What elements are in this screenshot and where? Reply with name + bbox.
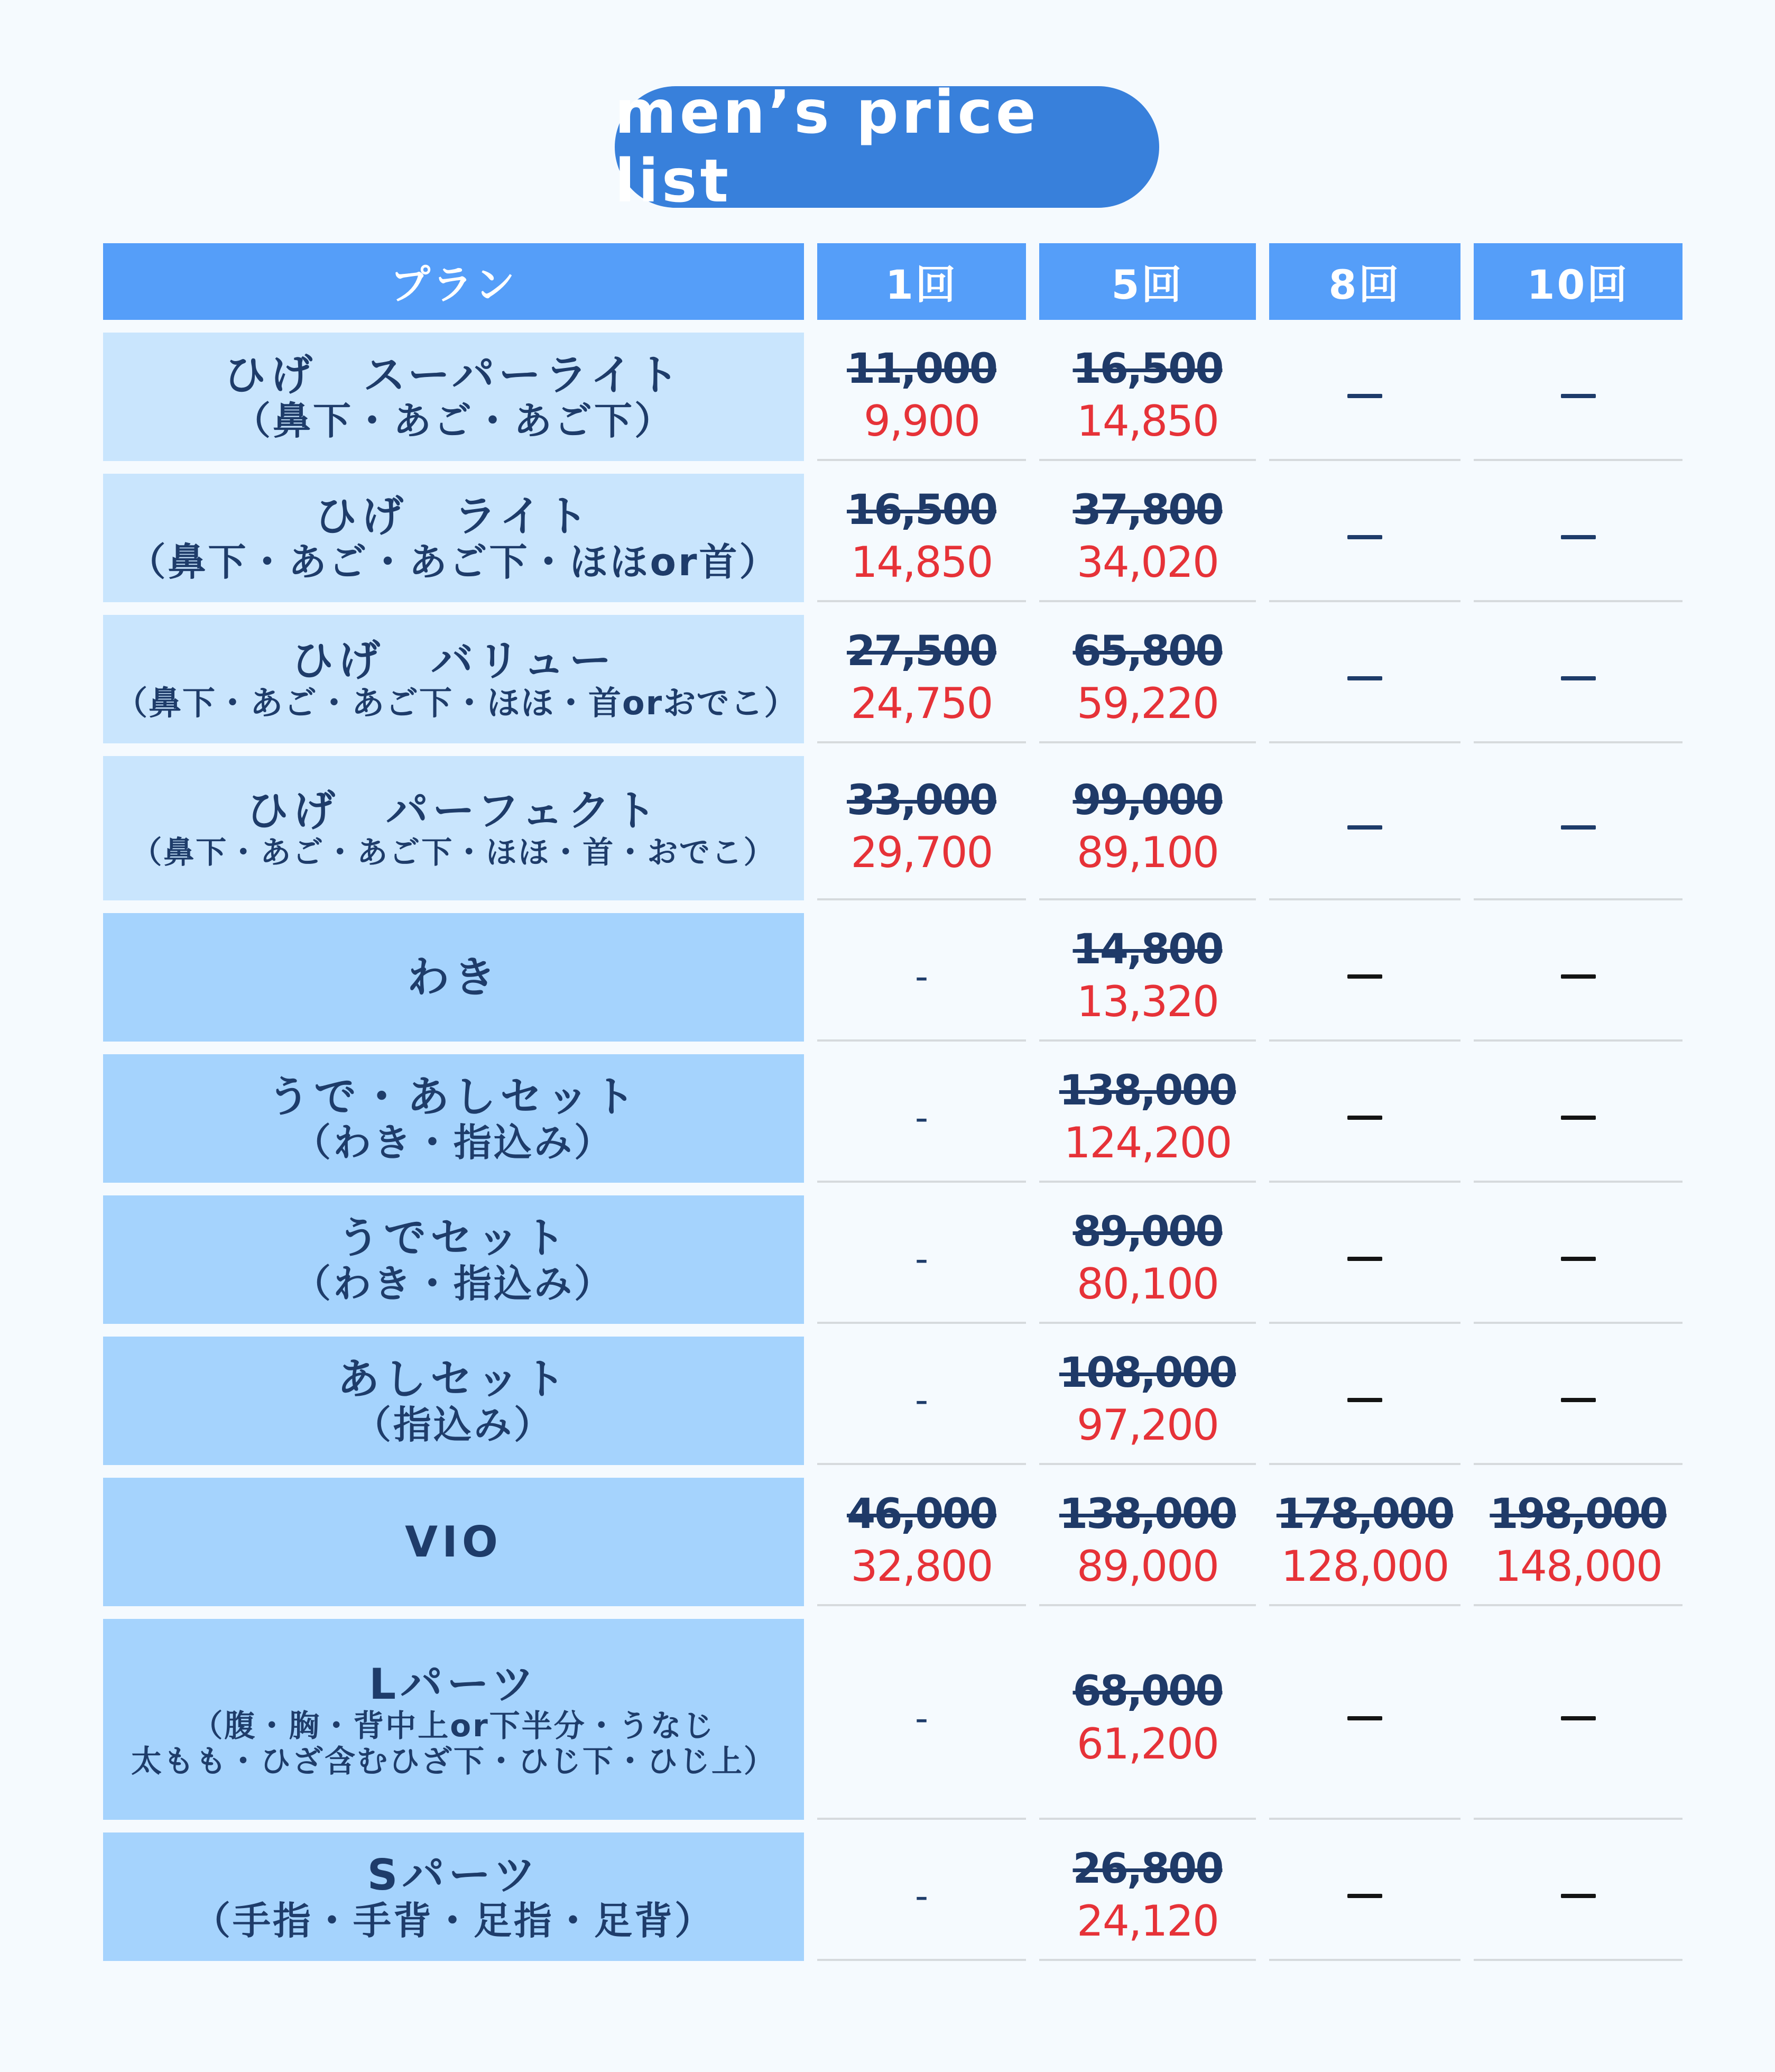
plan-cell [103,615,804,743]
plan-name: あしセット [337,1354,570,1404]
price-8x [1269,1337,1460,1465]
price-5x [1039,1054,1256,1183]
plan-name: Sパーツ [367,1850,540,1900]
plan-parts: （指込み） [353,1403,554,1448]
price-5x [1039,1195,1256,1324]
price-5x [1039,333,1256,461]
regular-price: 108,000 [1059,1349,1236,1397]
sale-price: 61,200 [1077,1719,1218,1769]
price-1x [817,1337,1026,1465]
price-8x [1269,756,1460,900]
regular-price: 14,800 [1073,925,1223,973]
price-5x [1039,913,1256,1042]
price-1x [817,1195,1026,1324]
regular-price: 16,500 [1073,345,1223,393]
plan-parts: （わき・指込み） [292,1261,614,1306]
plan-name: ひげ バリュー [291,636,616,685]
dash-navy-icon [1347,394,1382,398]
header-10x: 10回 [1474,243,1682,320]
plan-name: うで・あしセット [267,1072,640,1121]
sale-price: 128,000 [1281,1542,1449,1591]
sale-price: 32,800 [850,1542,993,1591]
plan-cell [103,1478,804,1606]
price-5x [1039,615,1256,743]
plan-parts: （わき・指込み） [292,1120,614,1165]
header-plan: プラン [103,243,804,320]
regular-price: 178,000 [1276,1490,1454,1538]
price-8x [1269,1619,1460,1820]
price-10x [1474,615,1682,743]
dash-black-icon [1561,1257,1596,1261]
regular-price: 89,000 [1073,1208,1223,1256]
price-8x [1269,474,1460,602]
price-8x [1269,913,1460,1042]
dash-black-icon [1347,1716,1382,1720]
sale-price: 124,200 [1064,1118,1232,1168]
regular-price: 16,500 [847,486,996,534]
price-5x [1039,1337,1256,1465]
not-available: - [914,954,929,998]
price-8x [1269,1832,1460,1961]
dash-navy-icon [1561,394,1596,398]
regular-price: 99,000 [1073,776,1223,824]
price-1x [817,913,1026,1042]
price-1x [817,1054,1026,1183]
price-5x [1039,474,1256,602]
price-8x [1269,1054,1460,1183]
header-1x: 1回 [817,243,1026,320]
sale-price: 89,000 [1077,1542,1218,1591]
plan-parts: （鼻下・あご・あご下・ほほ・首・おでこ） [131,834,776,871]
sale-price: 59,220 [1077,679,1218,729]
dash-navy-icon [1347,676,1382,680]
plan-cell [103,1054,804,1183]
plan-cell [103,1619,804,1820]
sale-price: 24,750 [850,679,993,729]
sale-price: 14,850 [1077,397,1218,446]
plan-parts: （鼻下・あご・あご下・ほほor首） [127,540,780,585]
price-10x [1474,1337,1682,1465]
sale-price: 148,000 [1494,1542,1662,1591]
plan-cell [103,756,804,900]
dash-black-icon [1561,1116,1596,1120]
price-8x [1269,615,1460,743]
dash-black-icon [1347,1398,1382,1402]
plan-parts: （手指・手背・足指・足背） [192,1899,715,1944]
plan-name: うでセット [337,1213,570,1263]
plan-name: ひげ ライト [315,491,593,541]
price-1x [817,1478,1026,1606]
price-10x [1474,1054,1682,1183]
dash-black-icon [1347,1116,1382,1120]
plan-name: わき [407,952,500,1002]
price-5x [1039,756,1256,900]
header-5x: 5回 [1039,243,1256,320]
not-available: - [914,1237,929,1281]
plan-name: Lパーツ [369,1660,538,1709]
price-10x [1474,756,1682,900]
dash-black-icon [1561,1716,1596,1720]
plan-cell [103,333,804,461]
price-8x [1269,1478,1460,1606]
dash-black-icon [1347,1257,1382,1261]
price-1x [817,1832,1026,1961]
not-available: - [914,1697,929,1740]
price-10x [1474,1619,1682,1820]
dash-navy-icon [1347,825,1382,830]
plan-cell [103,1195,804,1324]
price-1x [817,474,1026,602]
header-8x: 8回 [1269,243,1460,320]
regular-price: 27,500 [847,627,996,675]
price-1x [817,1619,1026,1820]
regular-price: 138,000 [1059,1490,1236,1538]
price-10x [1474,474,1682,602]
price-8x [1269,1195,1460,1324]
dash-black-icon [1561,1894,1596,1898]
price-table [103,243,1682,1961]
dash-navy-icon [1561,825,1596,830]
plan-parts: （鼻下・あご・あご下・ほほ・首orおでこ） [115,683,798,722]
regular-price: 11,000 [847,345,996,393]
regular-price: 33,000 [847,776,996,824]
price-10x [1474,913,1682,1042]
regular-price: 68,000 [1073,1668,1223,1716]
dash-navy-icon [1347,535,1382,539]
plan-cell [103,913,804,1042]
sale-price: 97,200 [1077,1401,1218,1450]
price-10x [1474,333,1682,461]
price-5x [1039,1619,1256,1820]
plan-cell [103,1337,804,1465]
dash-navy-icon [1561,535,1596,539]
not-available: - [914,1378,929,1422]
price-10x [1474,1195,1682,1324]
sale-price: 13,320 [1077,977,1218,1027]
sale-price: 89,100 [1077,828,1218,878]
plan-parts: （腹・胸・背中上or下半分・うなじ [192,1708,715,1744]
sale-price: 29,700 [850,828,993,878]
plan-name: ひげ パーフェクト [246,786,661,835]
plan-name: ひげ スーパーライト [224,350,683,400]
dash-navy-icon [1561,676,1596,680]
regular-price: 26,800 [1073,1845,1223,1893]
sale-price: 80,100 [1077,1259,1218,1309]
plan-cell [103,474,804,602]
plan-cell [103,1832,804,1961]
dash-black-icon [1347,974,1382,979]
regular-price: 138,000 [1059,1066,1236,1115]
price-1x [817,756,1026,900]
not-available: - [914,1095,929,1139]
regular-price: 65,800 [1073,627,1223,675]
not-available: - [914,1874,929,1918]
page-title: men’s price list [615,86,1159,208]
price-1x [817,615,1026,743]
sale-price: 24,120 [1077,1896,1218,1946]
price-8x [1269,333,1460,461]
plan-name: VIO [405,1517,502,1567]
dash-black-icon [1347,1894,1382,1898]
sale-price: 14,850 [850,538,993,587]
regular-price: 46,000 [847,1490,996,1538]
price-5x [1039,1832,1256,1961]
plan-parts: （鼻下・あご・あご下） [232,399,674,444]
price-10x [1474,1478,1682,1606]
plan-parts-line2: 太もも・ひざ含むひざ下・ひじ下・ひじ上） [131,1743,776,1779]
regular-price: 198,000 [1490,1490,1667,1538]
sale-price: 34,020 [1077,538,1218,587]
price-1x [817,333,1026,461]
dash-black-icon [1561,1398,1596,1402]
dash-black-icon [1561,974,1596,979]
price-5x [1039,1478,1256,1606]
regular-price: 37,800 [1073,486,1223,534]
price-10x [1474,1832,1682,1961]
sale-price: 9,900 [863,397,980,446]
